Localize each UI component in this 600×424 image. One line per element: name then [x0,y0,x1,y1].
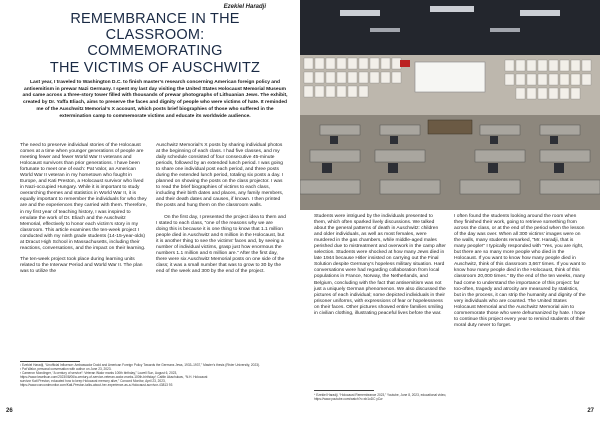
author-name: Ezekiel Haradji [223,4,266,10]
footnote-divider [314,390,374,391]
footnotes [314,393,584,401]
footnote: https://www.lowellsun.com/2023/08/06/a-century-of-service-veteran-walor-marks-100th-birthday/; Caitlin Akachukwu, “N.H. Holocaust [20,375,208,379]
right-column-1 [314,214,446,322]
footnote-divider [20,361,80,362]
article-title [20,11,290,76]
right-page [300,0,600,424]
right-column-2 [454,214,586,334]
footnote: https://www.youtube.com/watch?v=xb1oDC yCw [314,397,383,401]
classroom-illustration [300,0,600,210]
footnote: ⁴ Ezekiel Haradji, “Holocaust Remembrance 2023,” Youtube, June 8, 2023, educational video, [314,393,447,397]
left-column-2 [156,143,286,280]
classroom-photo [300,0,600,210]
paragraph: The need to preserve individual stories of the Holocaust comes at a time when younger generations of people are meeting fewer and fewer World War II veterans and Holocaust survivors than prior generations. I have been fortunate to meet one of each: Pat Valor, an American World War II veteran in my hometown who fought in Europe, and Kati Preston, a Holocaust survivor who lived in Nazi-occupied Hungary. While it is important to study overarching themes and statistics in World War II, it is equally important to remember the individuals for who they are and the experiences they carried with them. Therefore, in my first year of teaching history, I was inspired to emulate the work of Dr. Eliach and the Auschwitz Memorial, effectively to honor each victim’s story in my classroom. This article examines the ten-week project I conducted with my ninth grade students (14-15-year-olds) at Dracut High School in Massachusetts, including their reactions, conversations, and the impact on their learning. [20,143,147,251]
paragraph: The ten-week project took place during learning units related to the Interwar Period and World War II. The plan was to utilize the [20,256,143,274]
footnote: https://www.concordmonitor.com/Kati-Preston-talks-about-her-experience-as-a-Holocaust-survivor-43813 93 [20,383,173,387]
footnote: ¹ Ezekiel Haradji, “Unofficial Influence: Ambassador Dodd and American Foreign Policy Towards the Germans Jews, 1933–1937,” Master’s thesis (Rivier University, 2023). [20,363,260,367]
footnote: ³ Cameron Mondinger, “A century of service”: Veteran Walor marks 100th birthday,” Lowell Sun, August 6, 2023, [20,371,178,375]
footnote: ² Pat Walor, personal conversation with author on June 23, 2023. [20,367,112,371]
footnote: survivor Kati Preston, educated how to keep Holocaust memory alive,” Concord Monitor, April 23, 2023, [20,379,166,383]
paragraph: Auschwitz Memorial’s X posts by sharing individual photos at the beginning of each class. I had five classes, and my daily schedule consisted of four consecutive 45-minute periods, followed by an extended lunch period. I was going to share one individual post each period, and three posts during the extended lunch period, totaling six posts a day. I planned on showing the posts on the class projector. I was to read the brief biographies of victims to each class, including their birth dates and places, any family members, and their death dates and causes, if known. I then printed the posts and hung them on the classroom walls. [156,143,284,209]
title-line: THE VICTIMS OF AUSCHWITZ [49,59,261,76]
page-number: 26 [6,408,13,414]
left-column-1 [20,143,148,280]
paragraph: Students were intrigued by the individuals presented to them, which often sparked lively discussions. We talked about the general patterns of death in Auschwitz: children and older individuals, as well as most females, were murdered in the gas chambers, while middle-aged males perished due to mistreatment and overwork in the camp after selection. Students were shocked at how many Jews died in late 1944 because Hitler insisted on carrying out the Final Solution despite Germany’s hopeless military situation. Hard conversations were had regarding collaboration from local populations in France, Norway, the Netherlands, and Belgium, concluding with the fact that antisemitism was not just a uniquely German phenomenon. We also discussed the pictures of each individual; some depicted individuals in their prisoner uniforms, with expressions of fear or hopelessness on their faces. Other pictures showed entire families smiling in civilian clothing, illustrating peaceful lives before the war. [314,214,446,316]
footnotes [20,363,286,387]
title-line: COMMEMORATING [87,43,223,60]
paragraph: On the first day, I presented the project idea to them and I stated to each class, “one of the reasons why we are doing this is because it is one thing to know that 1.1 million people died in Auschwitz and 6 million in the Holocaust, but it is another thing to see the victims’ faces and, by seeing a number of individual victims, grasp just how enormous the numbers 1.1 million and 6 million are.” After the first day, there were six Auschwitz Memorial posts on one side of the class; it was a small number that was to grow to 30 by the end of the week and 300 by the end of the project. [156,214,286,274]
intro-paragraph: Last year, I traveled to Washington D.C. to finish master’s research concerning American foreign policy and antisemitism in prewar Nazi Germany. I spent my last day visiting the United States Holocaust Memorial Museum and came across a three-story tower filled with thousands of prewar photographs of Lithuanian Jews. The exhibit, created by Dr. Yaffa Eliach, aims to preserve the faces and dignity of people who were victims of hate. It reminded me of the Auschwitz Memorial’s X account, which posts brief biographies of those who suffered in the extermination camp to commemorate victims and educate its worldwide audience. [22,80,288,119]
paragraph: I often found the students looking around the room when they finished their work, going to retrieve something from across the class, or at the end of the period when the lesson of the day was over. When all 300 victims’ images were on the walls, many students remarked, “Mr. Haradji, that is many people!” I typically responded with “Yes, you are right, but there are so many more people who died in the Holocaust. If you want to know how many people died in Auschwitz, think of this classroom 3,667 times. If you want to know how many people died in the Holocaust, think of this classroom 20,000 times.” By the end of the ten weeks, many had come to understand the importance of this project: far too-often, tragedy and atrocity are measured by statistics, but in the process, it can strip the humanity and dignity of the very individuals who are counted. The United States Holocaust Memorial and the Auschwitz Memorial aim to commemorate those who were dehumanized by hate. I hope to continue this project every year to remind students of their moral duty never to forget. [454,214,586,328]
title-line: REMEMBRANCE IN THE CLASSROOM: [70,11,240,44]
page-number: 27 [587,408,594,414]
